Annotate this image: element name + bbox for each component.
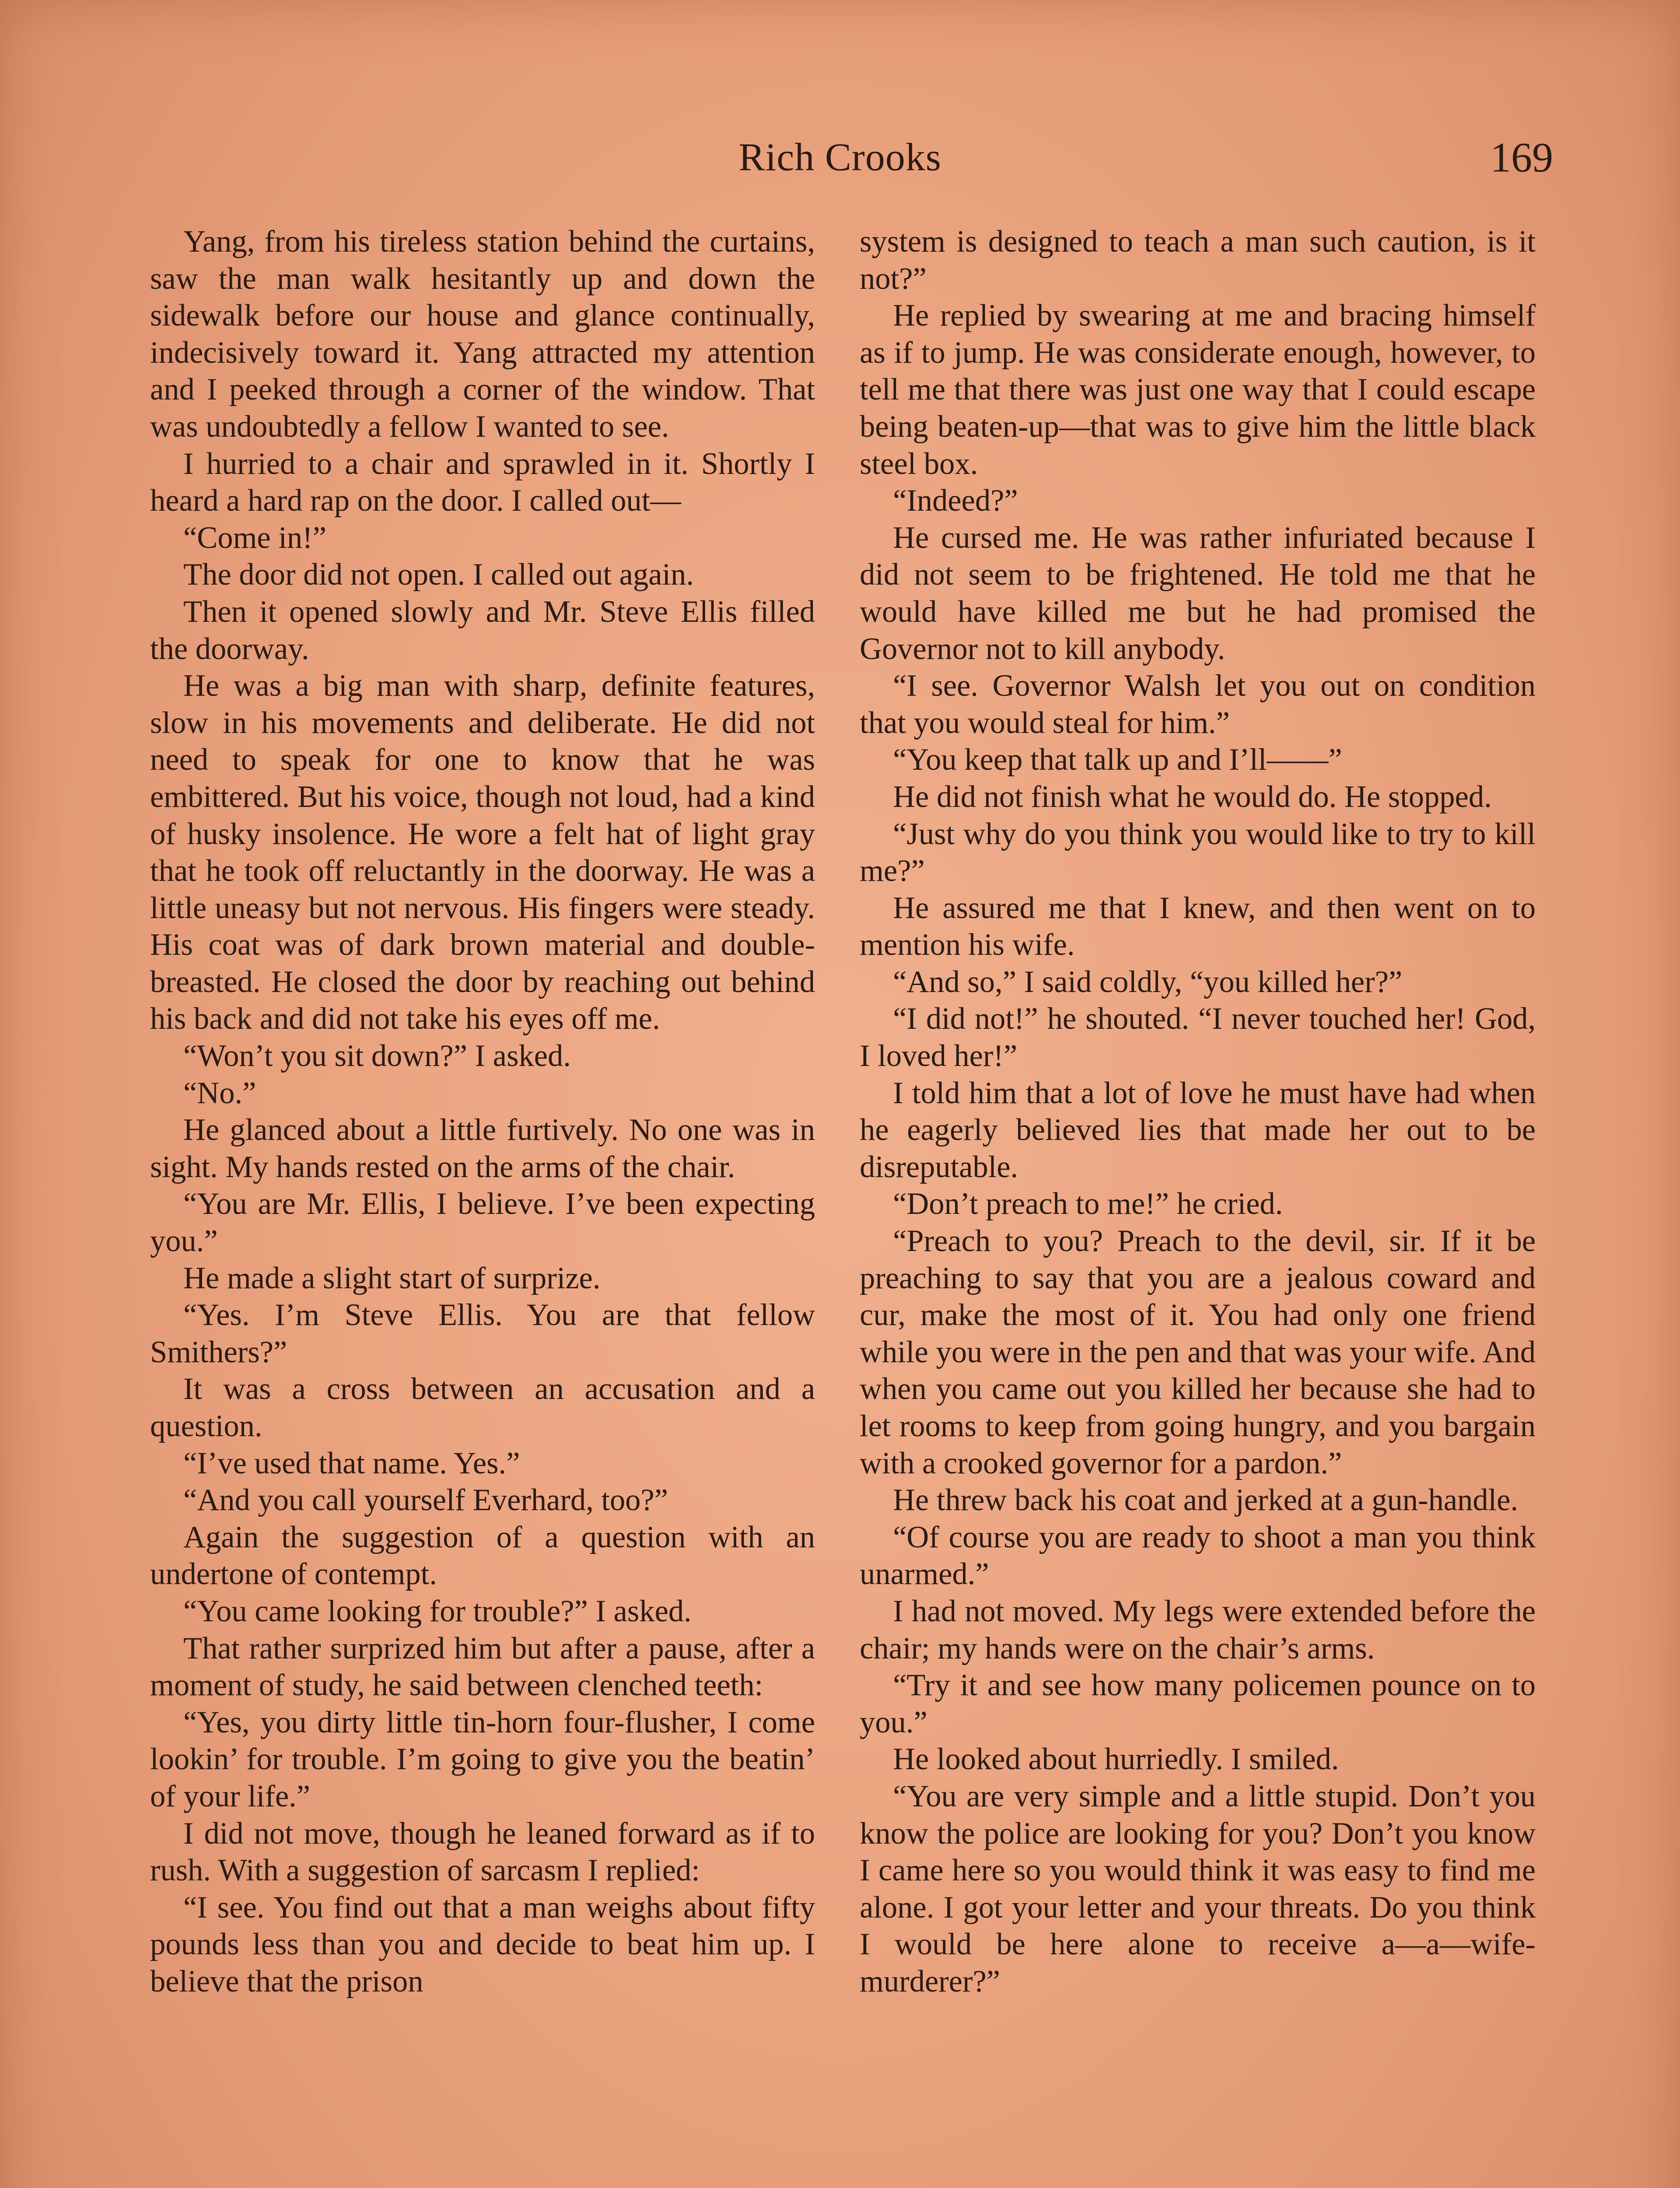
text-column-right: [860, 223, 1536, 2000]
paragraph: “I see. You find out that a man weighs about fifty pounds less than you and decide to beat him up. I believe that the prison: [150, 1890, 815, 1999]
paragraph: He looked about hurriedly. I smiled.: [893, 1742, 1339, 1777]
paragraph: “I see. Governor Walsh let you out on condition that you would steal for him.”: [860, 669, 1536, 740]
paragraph: I had not moved. My legs were extended before the chair; my hands were on the chair’s arms.: [860, 1594, 1536, 1666]
paragraph: “I did not!” he shouted. “I never touched her! God, I loved her!”: [860, 1002, 1536, 1073]
text-column-left: [150, 223, 815, 2000]
paragraph: “You are Mr. Ellis, I believe. I’ve been expecting you.”: [150, 1187, 815, 1259]
paragraph: “Come in!”: [183, 520, 326, 555]
paragraph: He cursed me. He was rather infuriated because I did not seem to be frightened. He told me that he would have killed me but he had promised the Governor not to kill anybody.: [860, 520, 1536, 666]
paragraph: That rather surprized him but after a pause, after a moment of study, he said between clenched teeth:: [150, 1631, 815, 1703]
paragraph: He assured me that I knew, and then went on to mention his wife.: [860, 891, 1536, 962]
paragraph: He glanced about a little furtively. No one was in sight. My hands rested on the arms of the chair.: [150, 1113, 815, 1184]
paragraph: He threw back his coat and jerked at a gun-handle.: [893, 1483, 1519, 1518]
paragraph: He made a slight start of surprize.: [183, 1261, 601, 1295]
paragraph: “You came looking for trouble?” I asked.: [183, 1594, 692, 1628]
paragraph: Yang, from his tireless station behind the curtains, saw the man walk hesitantly up and down the sidewalk before our house and glance continually, indecisively toward it. Yang attracted my attention and I peeked through a corner of the window. That was undoubtedly a fellow I wanted to see.: [150, 224, 815, 444]
paragraph: I told him that a lot of love he must have had when he eagerly believed lies that made her out to be disreputable.: [860, 1076, 1536, 1184]
paragraph: Then it opened slowly and Mr. Steve Ellis filled the doorway.: [150, 594, 815, 666]
paragraph: “Yes, you dirty little tin-horn four-flusher, I come lookin’ for trouble. I’m going to give you the beatin’ of your life.”: [150, 1705, 815, 1813]
paragraph: “Don’t preach to me!” he cried.: [893, 1187, 1283, 1221]
paragraph: “And so,” I said coldly, “you killed her?”: [893, 964, 1403, 999]
paragraph: “Try it and see how many policemen pounce on to you.”: [860, 1668, 1536, 1739]
paragraph: system is designed to teach a man such caution, is it not?”: [860, 224, 1536, 296]
paragraph: “You are very simple and a little stupid. Don’t you know the police are looking for you? Don’t you know I came here so you would think it was easy to find me alone. I got your letter and your threats. Do you think I would be here alone to receive a—a—wife-murderer?”: [860, 1779, 1536, 1999]
paragraph: “No.”: [183, 1076, 256, 1110]
paragraph: “You keep that talk up and I’ll——”: [893, 743, 1342, 777]
page-number: 169: [1490, 134, 1553, 181]
paragraph: “And you call yourself Everhard, too?”: [183, 1483, 668, 1518]
paragraph: “Of course you are ready to shoot a man you think unarmed.”: [860, 1520, 1536, 1592]
paragraph: I did not move, though he leaned forward as if to rush. With a suggestion of sarcasm I replied:: [150, 1816, 815, 1888]
paragraph: “Indeed?”: [893, 484, 1018, 518]
paragraph: “Preach to you? Preach to the devil, sir. If it be preaching to say that you are a jealous coward and cur, make the most of it. You had only one friend while you were in the pen and that was your wife. And when you came out you killed her because she had to let rooms to keep from going hungry, and you bargain with a crooked governor for a pardon.”: [860, 1224, 1536, 1480]
paragraph: He replied by swearing at me and bracing himself as if to jump. He was considerate enough, however, to tell me that there was just one way that I could escape being beaten-up—that was to give him the little black steel box.: [860, 298, 1536, 481]
paragraph: “Won’t you sit down?” I asked.: [183, 1039, 571, 1073]
paragraph: “I’ve used that name. Yes.”: [183, 1446, 520, 1480]
running-head: [0, 131, 1680, 184]
running-title: Rich Crooks: [738, 136, 942, 179]
paragraph: He did not finish what he would do. He stopped.: [893, 779, 1492, 814]
paragraph: “Just why do you think you would like to try to kill me?”: [860, 817, 1536, 888]
paragraph: The door did not open. I called out again.: [183, 558, 694, 592]
paragraph: It was a cross between an accusation and a question.: [150, 1372, 815, 1443]
paragraph: He was a big man with sharp, definite features, slow in his movements and deliberate. He did not need to speak for one to know that he was embittered. But his voice, though not loud, had a kind of husky insolence. He wore a felt hat of light gray that he took off reluctantly in the doorway. He was a little uneasy but not nervous. His fingers were steady. His coat was of dark brown material and double-breasted. He closed the door by reaching out behind his back and did not take his eyes off me.: [150, 669, 815, 1036]
paragraph: “Yes. I’m Steve Ellis. You are that fellow Smithers?”: [150, 1298, 815, 1369]
paragraph: Again the suggestion of a question with an undertone of contempt.: [150, 1520, 815, 1592]
paragraph: I hurried to a chair and sprawled in it. Shortly I heard a hard rap on the door. I called out—: [150, 446, 815, 518]
